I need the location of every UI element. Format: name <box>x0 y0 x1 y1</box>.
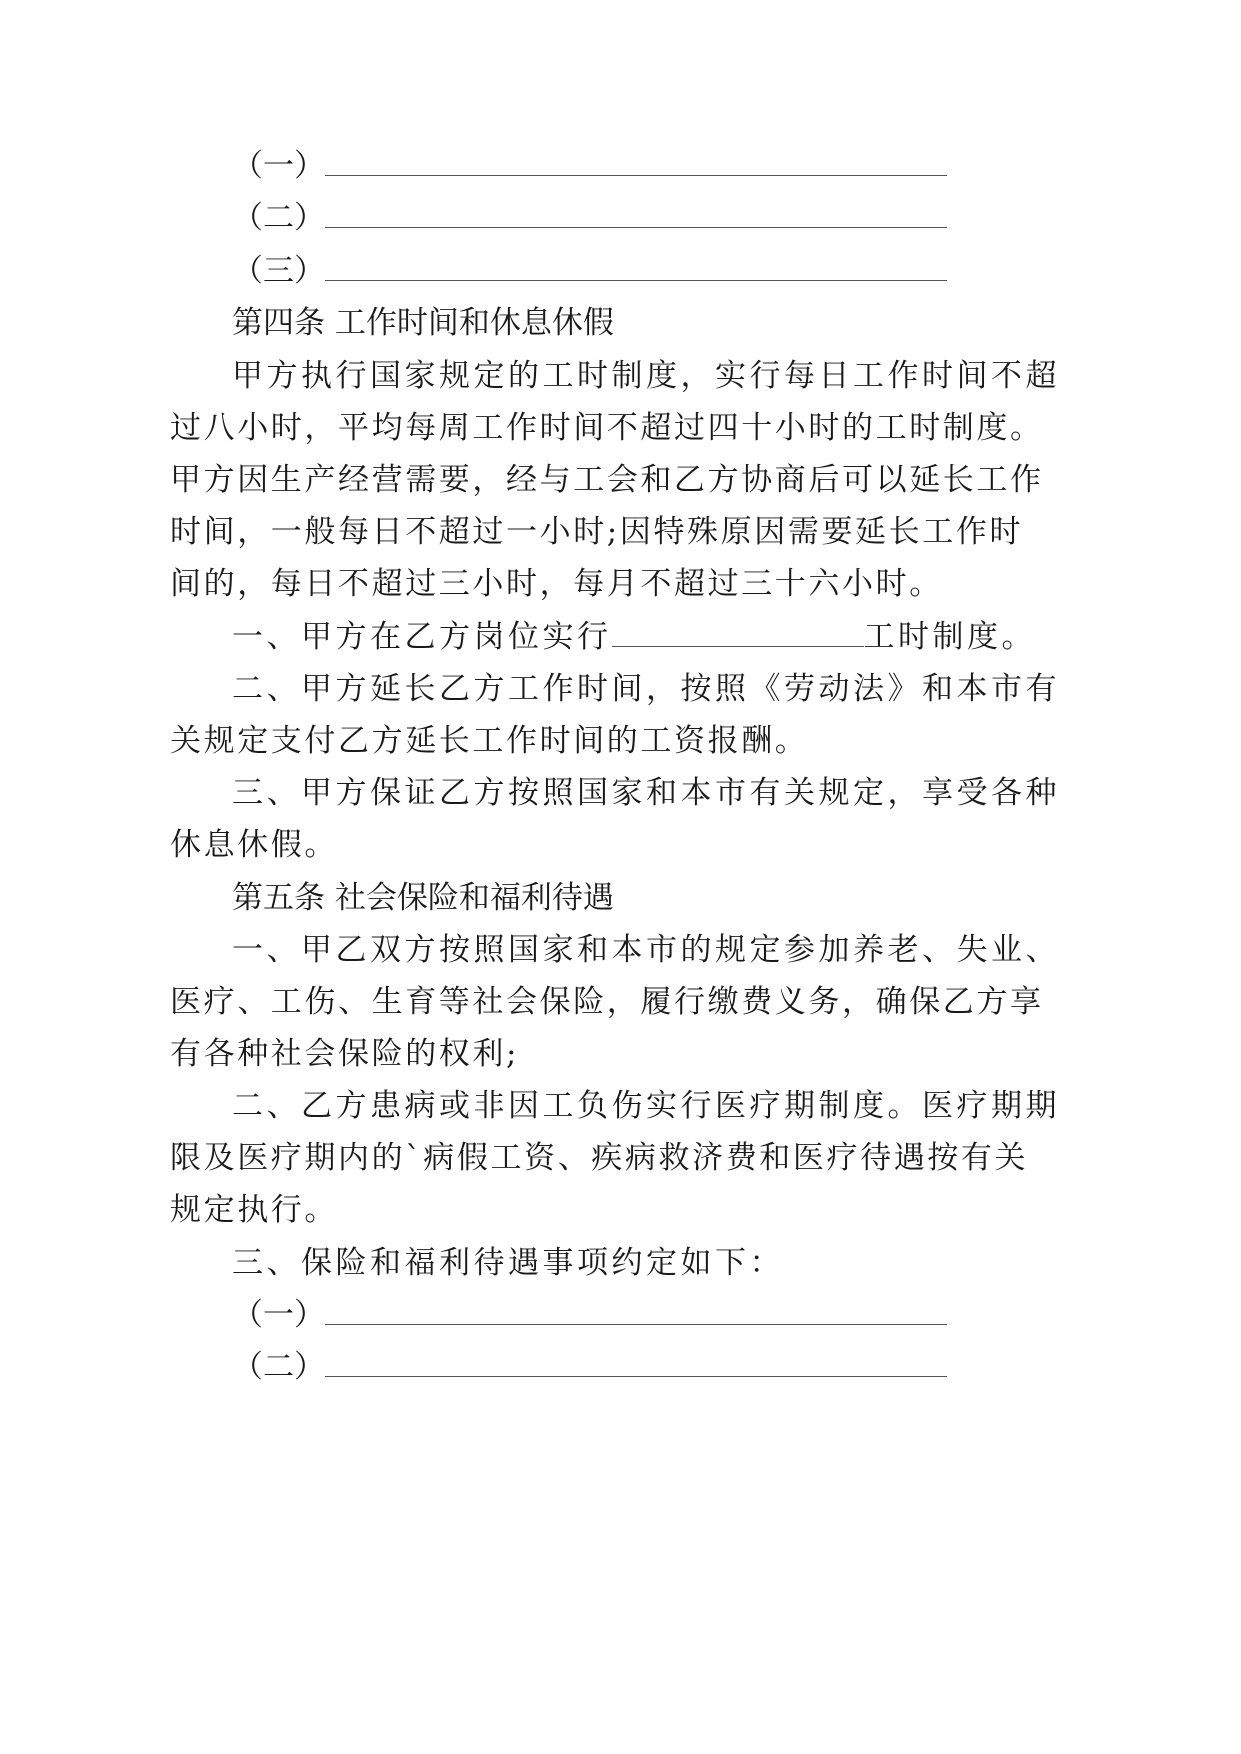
blank-line-4 <box>232 1295 947 1335</box>
article5-item1-line: 医疗、工伤、生育等社会保险，履行缴费义务，确保乙方享 <box>170 984 1044 1020</box>
article5-item2-line: 限及医疗期内的`病假工资、疾病救济费和医疗待遇按有关 <box>170 1140 1029 1176</box>
article5-heading: 第五条 社会保险和福利待遇 <box>232 880 614 916</box>
article4-para-line: 时间，一般每日不超过一小时;因特殊原因需要延长工作时 <box>170 514 1024 550</box>
blank-line-2 <box>232 198 947 238</box>
fill-in-blank[interactable] <box>325 147 947 176</box>
blank-marker: （一） <box>232 1297 325 1333</box>
blank-line-1 <box>232 146 947 186</box>
article4-para-line: 过八小时，平均每周工作时间不超过四十小时的工时制度。 <box>170 410 1044 446</box>
item1-suffix: 工时制度。 <box>863 619 1036 655</box>
fill-in-blank[interactable] <box>325 252 947 281</box>
article4-heading: 第四条 工作时间和休息休假 <box>232 305 614 341</box>
article4-item3-line: 三、甲方保证乙方按照国家和本市有关规定，享受各种 <box>232 775 1060 811</box>
article4-para-line: 甲方执行国家规定的工时制度，实行每日工作时间不超 <box>232 358 1060 394</box>
article5-item3: 三、保险和福利待遇事项约定如下： <box>232 1245 784 1281</box>
article5-item1-line: 有各种社会保险的权利; <box>170 1036 520 1072</box>
article4-item2-line: 关规定支付乙方延长工作时间的工资报酬。 <box>170 723 809 759</box>
article4-para-line: 甲方因生产经营需要，经与工会和乙方协商后可以延长工作 <box>170 462 1044 498</box>
article5-item2-line: 二、乙方患病或非因工负伤实行医疗期制度。医疗期期 <box>232 1088 1060 1124</box>
fill-in-blank[interactable] <box>325 1348 947 1377</box>
fill-in-blank[interactable] <box>612 618 864 647</box>
blank-marker: （一） <box>232 148 325 184</box>
blank-marker: （三） <box>232 253 325 289</box>
item1-prefix: 一、甲方在乙方岗位实行 <box>232 619 612 655</box>
article4-item2-line: 二、甲方延长乙方工作时间，按照《劳动法》和本市有 <box>232 671 1060 707</box>
blank-marker: （二） <box>232 1349 325 1385</box>
article5-item1-line: 一、甲乙双方按照国家和本市的规定参加养老、失业、 <box>232 932 1060 968</box>
blank-line-5 <box>232 1347 947 1387</box>
blank-line-3 <box>232 251 947 291</box>
article4-item1 <box>232 617 1036 657</box>
fill-in-blank[interactable] <box>325 199 947 228</box>
blank-marker: （二） <box>232 200 325 236</box>
article5-item2-line: 规定执行。 <box>170 1192 338 1228</box>
article4-para-line: 间的，每日不超过三小时，每月不超过三十六小时。 <box>170 566 943 602</box>
fill-in-blank[interactable] <box>325 1296 947 1325</box>
article4-item3-line: 休息休假。 <box>170 827 338 863</box>
